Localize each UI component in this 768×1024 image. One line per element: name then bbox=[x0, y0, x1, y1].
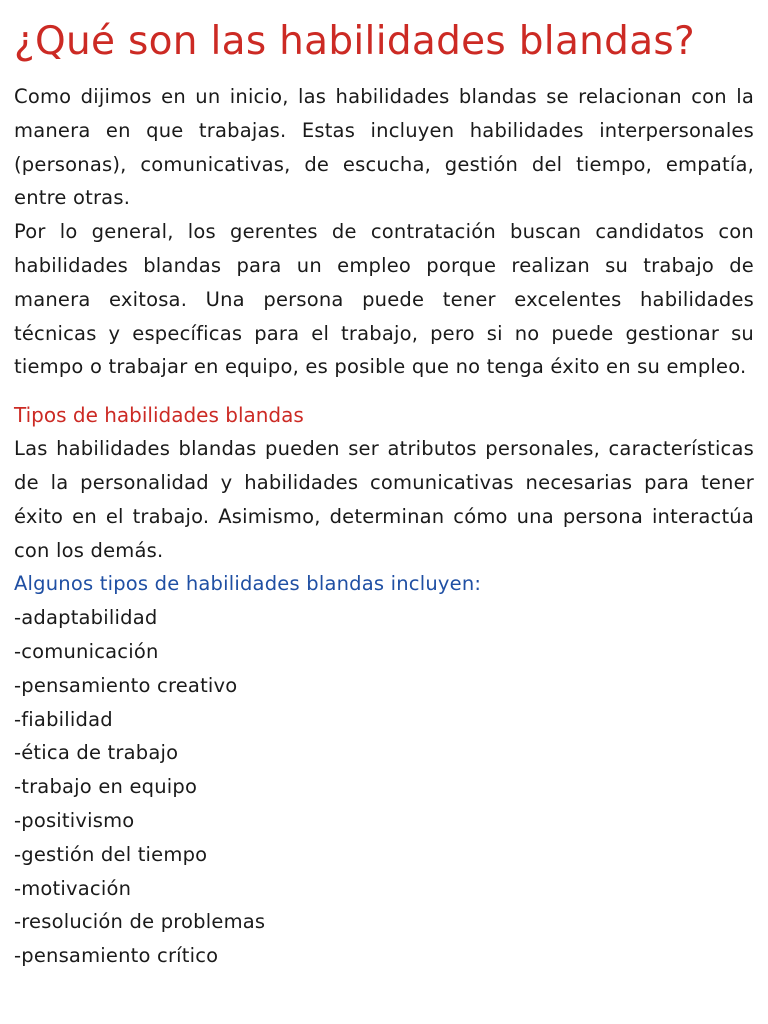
list-lead: Algunos tipos de habilidades blandas incluyen: bbox=[14, 572, 482, 596]
list-item: -motivación bbox=[14, 876, 132, 900]
section-heading: Tipos de habilidades blandas bbox=[14, 403, 304, 428]
list-item: -adaptabilidad bbox=[14, 606, 158, 630]
list-item: -gestión del tiempo bbox=[14, 842, 208, 866]
intro-paragraph: Como dijimos en un inicio, las habilidades blandas se relacionan con la manera en que trabajas. Estas incluyen habilidades interpersonales (personas), comunicativas, de escucha, gestión del tiempo, empatía, entre otras. bbox=[14, 85, 754, 210]
list-item: -trabajo en equipo bbox=[14, 775, 198, 799]
list-item: -ética de trabajo bbox=[14, 741, 179, 765]
skills-list bbox=[14, 601, 754, 973]
list-item: -fiabilidad bbox=[14, 707, 113, 731]
list-item: -positivismo bbox=[14, 808, 135, 832]
list-item: -resolución de problemas bbox=[14, 910, 266, 934]
page-title: ¿Qué son las habilidades blandas? bbox=[14, 19, 696, 64]
section-paragraph: Las habilidades blandas pueden ser atributos personales, características de la personalidad y habilidades comunicativas necesarias para tener éxito en el trabajo. Asimismo, determinan cómo una persona interactúa con los demás. bbox=[14, 437, 754, 562]
list-item: -pensamiento crítico bbox=[14, 944, 219, 968]
list-item: -comunicación bbox=[14, 639, 159, 663]
list-item: -pensamiento creativo bbox=[14, 673, 238, 697]
hiring-paragraph: Por lo general, los gerentes de contratación buscan candidatos con habilidades blandas para un empleo porque realizan su trabajo de manera exitosa. Una persona puede tener excelentes habilidades técnicas y específicas para el trabajo, pero si no puede gestionar su tiempo o trabajar en equipo, es posible que no tenga éxito en su empleo. bbox=[14, 220, 754, 379]
